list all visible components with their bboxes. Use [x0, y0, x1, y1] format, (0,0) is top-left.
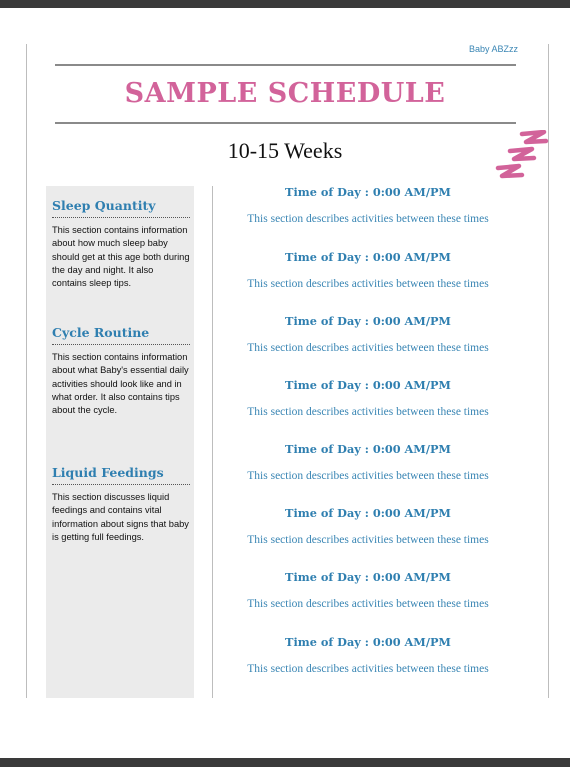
sidebar-section-cycle-routine — [52, 325, 190, 417]
sidebar-heading: Liquid Feedings — [52, 465, 190, 485]
column-divider — [212, 186, 213, 698]
viewer-top-bar — [0, 0, 570, 8]
page-title: SAMPLE SCHEDULE — [124, 78, 446, 109]
schedule-description: This section describes activities between these times — [247, 213, 489, 225]
schedule-description: This section describes activities between these times — [247, 278, 489, 290]
sidebar-heading: Cycle Routine — [52, 325, 190, 345]
schedule-time: Time of Day : 0:00 AM/PM — [285, 378, 451, 392]
schedule-entry — [240, 506, 496, 548]
schedule-time: Time of Day : 0:00 AM/PM — [285, 185, 451, 199]
sidebar-text: This section contains information about how much sleep baby should get at this age both during the day and night. It also contains sleep tips. — [52, 225, 190, 289]
schedule-entry — [240, 314, 496, 356]
schedule-entry — [240, 250, 496, 292]
title-top-rule — [55, 64, 516, 66]
page-subtitle: 10-15 Weeks — [227, 138, 343, 163]
sidebar-section-liquid-feedings — [52, 465, 190, 544]
viewer-bottom-bar — [0, 758, 570, 767]
zzz-sleep-icon — [492, 130, 552, 186]
schedule-description: This section describes activities between these times — [247, 342, 489, 354]
schedule-description: This section describes activities between these times — [247, 663, 489, 675]
schedule-time: Time of Day : 0:00 AM/PM — [285, 570, 451, 584]
schedule-time: Time of Day : 0:00 AM/PM — [285, 442, 451, 456]
schedule-time: Time of Day : 0:00 AM/PM — [285, 635, 451, 649]
schedule-description: This section describes activities between these times — [247, 534, 489, 546]
schedule-entry — [240, 635, 496, 677]
brand-label: Baby ABZzz — [468, 44, 518, 54]
schedule-time: Time of Day : 0:00 AM/PM — [285, 314, 451, 328]
schedule-entry — [240, 570, 496, 612]
info-sidebar — [46, 186, 194, 698]
schedule-description: This section describes activities between these times — [247, 470, 489, 482]
schedule-description: This section describes activities between these times — [247, 598, 489, 610]
sidebar-text: This section discusses liquid feedings and contains vital information about signs that baby is getting full feedings. — [52, 492, 189, 542]
schedule-description: This section describes activities between these times — [247, 406, 489, 418]
schedule-time: Time of Day : 0:00 AM/PM — [285, 250, 451, 264]
sidebar-heading: Sleep Quantity — [52, 198, 190, 218]
title-bottom-rule — [55, 122, 516, 124]
schedule-entry — [240, 185, 496, 227]
schedule-entry — [240, 442, 496, 484]
schedule-time: Time of Day : 0:00 AM/PM — [285, 506, 451, 520]
schedule-entry — [240, 378, 496, 420]
sidebar-text: This section contains information about what Baby's essential daily activities should look like and in what order. It also contains tips about the cycle. — [52, 352, 189, 416]
sidebar-section-sleep-quantity — [52, 198, 190, 290]
document-page — [0, 8, 570, 758]
